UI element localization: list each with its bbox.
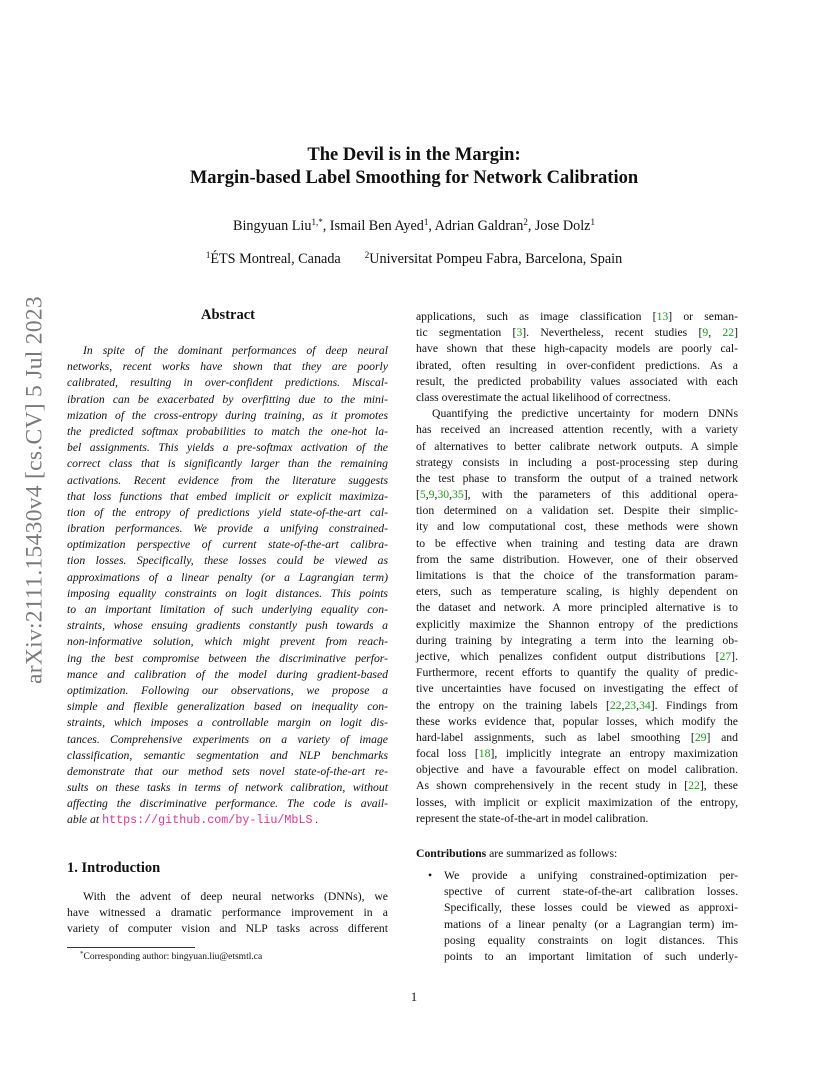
footnote-rule bbox=[67, 947, 195, 948]
footnote-text: Corresponding author: bingyuan.liu@etsmtl.ca bbox=[83, 952, 263, 962]
abstract-line: mization of the cross-entropy during training, as it promotes bbox=[67, 408, 388, 422]
abstract-line: that loss functions that embed implicit or explicit maximiza- bbox=[67, 489, 388, 503]
abstract-line: straints, which imposes a controllable margin on logit dis- bbox=[67, 716, 388, 730]
body-line: ity and low computational cost, these methods were shown bbox=[416, 520, 738, 534]
abstract-line: mance and calibration of the model during gradient-based bbox=[67, 667, 388, 681]
body-line bbox=[416, 730, 738, 746]
citation-link[interactable]: 9 bbox=[428, 488, 435, 502]
abstract-line: ibration can be exacerbated by overfitting due to the mini- bbox=[67, 392, 388, 406]
body-line: losses, with implicit or explicit maximization of the entropy, bbox=[416, 795, 738, 809]
body-line: tion determined on a validation set. Despite their simplic- bbox=[416, 504, 738, 518]
citation-link[interactable]: 35 bbox=[452, 488, 464, 502]
body-line: strategy consists in including a post-processing step during bbox=[416, 455, 738, 469]
text: applications, such as image classification [ bbox=[416, 310, 657, 323]
citation-link[interactable]: 9 bbox=[702, 326, 709, 340]
body-line: class overestimate the actual likelihood of correctness. bbox=[416, 390, 671, 404]
body-line: from the same distribution. However, one of their observed bbox=[416, 552, 738, 566]
abstract-line: calibrated, resulting in over-confident predictions. Miscal- bbox=[67, 376, 388, 390]
author-list: Bingyuan Liu$^{1,*}$, Ismail Ben Ayed$^1$, Adrian Galdran$^2$, Jose Dolz$^1$ bbox=[233, 217, 595, 234]
body-line: has received an increased attention recently, with a variety bbox=[416, 423, 738, 437]
contributions-list bbox=[430, 868, 738, 965]
abstract-line: straints, whose ensuing gradients constantly push towards a bbox=[67, 619, 388, 633]
author-name: Bingyuan Liu bbox=[233, 218, 312, 234]
body-line: Furthermore, recent efforts to quantify the quality of predic- bbox=[416, 666, 738, 680]
body-line bbox=[416, 309, 738, 325]
text: focal loss [ bbox=[416, 747, 479, 761]
author-mark: 2 bbox=[523, 217, 528, 227]
abstract-line: the predicted softmax probabilities to match the one-hot la- bbox=[67, 424, 388, 438]
abstract-line: classification, semantic segmentation and NLP benchmarks bbox=[67, 748, 388, 762]
title-line-2: Margin-based Label Smoothing for Network Calibration bbox=[189, 168, 639, 188]
right-column-body bbox=[416, 309, 738, 827]
abstract-heading: Abstract bbox=[201, 307, 255, 323]
body-line: during training by integrating a term into the learning ob- bbox=[416, 633, 738, 647]
text: hard-label assignments, such as label smoothing [ bbox=[416, 730, 695, 744]
text: ]. bbox=[731, 649, 738, 663]
body-line: the test phase to transform the output of a trained network bbox=[416, 471, 738, 485]
abstract-line: bel assignments. This yields a pre-softmax activation of the bbox=[67, 441, 388, 455]
abstract-line: optimization. Following our observations, we propose a bbox=[67, 683, 388, 697]
section-heading-introduction: 1. Introduction bbox=[67, 860, 161, 876]
abstract-line: non-informative solution, which might prevent from reach- bbox=[67, 635, 388, 649]
abstract-line: imposing equality constraints on logit distances. This points bbox=[67, 586, 388, 600]
abstract-line: affecting the discriminative performance. The code is avail- bbox=[67, 797, 388, 811]
body-line bbox=[416, 846, 738, 862]
author-mark: 1 bbox=[590, 217, 595, 227]
title-line-1: The Devil is in the Margin: bbox=[307, 145, 521, 165]
citation-link[interactable]: 22 bbox=[722, 326, 735, 340]
citation-link[interactable]: 30 bbox=[437, 488, 450, 502]
text: ], with the parameters of this additional opera- bbox=[463, 488, 738, 502]
bullet-icon: • bbox=[428, 869, 433, 882]
text: ], implicitly integrate an entropy maximization bbox=[490, 747, 738, 761]
footnote-mark: * bbox=[80, 950, 84, 958]
abstract-line: simple and flexible generalization based on inequality con- bbox=[67, 700, 388, 714]
abstract-line: to an important limitation of such underlying equality con- bbox=[67, 603, 388, 616]
citation-link[interactable]: 27 bbox=[719, 649, 732, 663]
text: [ bbox=[416, 488, 420, 502]
citation-link[interactable]: 22 bbox=[688, 779, 700, 793]
body-line: Quantifying the predictive uncertainty for modern DNNs bbox=[432, 407, 738, 421]
body-line bbox=[416, 746, 738, 762]
citation-link[interactable]: 34 bbox=[639, 698, 651, 712]
citation-link[interactable]: 23 bbox=[624, 698, 637, 712]
text: are summarized as follows: bbox=[486, 847, 618, 860]
paper-title bbox=[0, 144, 828, 190]
abstract-line: approximations of a linear penalty (or a Lagrangian term) bbox=[67, 570, 388, 584]
author-mark: 1,* bbox=[311, 217, 323, 227]
citation-link[interactable]: 3 bbox=[516, 326, 523, 340]
text: tic segmentation [ bbox=[416, 326, 517, 340]
citation-link[interactable]: 13 bbox=[656, 310, 669, 323]
body-line bbox=[416, 649, 738, 665]
abstract-line: sults on these tasks in terms of network calibration, without bbox=[67, 781, 388, 795]
body-line: the dataset and network. A more principled alternative is to bbox=[416, 601, 738, 615]
body-line: eters, such as temperature scaling, is highly dependent on bbox=[416, 585, 738, 599]
abstract-body bbox=[67, 343, 388, 829]
affiliation-list bbox=[0, 251, 828, 268]
abstract-line: ibration performances. We provide a unifying constrained- bbox=[67, 522, 388, 536]
text: jective, which penalizes confident output distributions [ bbox=[416, 649, 720, 663]
body-line: these works evidence that, popular losses, which modify the bbox=[416, 714, 738, 728]
abstract-line-text: . bbox=[312, 813, 319, 827]
abstract-line: correct class that is significantly larger than the remaining bbox=[67, 457, 388, 471]
body-line: the entropy on the training labels [22,23,34]. Findings from bbox=[416, 698, 738, 712]
arxiv-identifier-text: arXiv:2111.15430v4 [cs.CV] 5 Jul 2023 bbox=[21, 296, 48, 684]
abstract-line: tances. Comprehensive experiments on a variety of image bbox=[67, 732, 388, 746]
introduction-body bbox=[67, 889, 388, 938]
text: the entropy on the training labels [ bbox=[416, 698, 610, 712]
abstract-line: tion of the entropy of predictions yield state-of-the-art cal- bbox=[67, 505, 388, 519]
body-line: of alternatives to better calibrate network outputs. A simple bbox=[416, 439, 738, 453]
affiliation-mark: 1 bbox=[205, 250, 211, 260]
body-line: posing equality constraints on logit distances. This bbox=[444, 933, 738, 947]
arxiv-identifier bbox=[20, 296, 50, 684]
body-line: limitations is that the choice of the transformation param- bbox=[416, 569, 738, 582]
body-line: Specifically, these losses could be viewed as approxi- bbox=[444, 901, 738, 915]
affiliation-mark: 2 bbox=[364, 250, 370, 260]
abstract-line-text: able at bbox=[67, 813, 103, 827]
body-line: [5,9,30,35], with the parameters of this additional opera- bbox=[416, 488, 738, 502]
abstract-line: ing the best compromise between the discriminative perfor- bbox=[67, 651, 388, 665]
author-name: Ismail Ben Ayed bbox=[329, 218, 424, 234]
code-url-link[interactable]: https://github.com/by-liu/MbLS bbox=[102, 813, 313, 828]
author-mark: 1 bbox=[423, 217, 429, 227]
intro-line: have witnessed a dramatic performance improvement in a bbox=[67, 906, 388, 920]
citation-link[interactable]: 22 bbox=[609, 698, 622, 712]
contributions-intro bbox=[416, 846, 738, 862]
affiliation-name: ÉTS Montreal, Canada bbox=[210, 251, 341, 267]
intro-line: With the advent of deep neural networks (DNNs), we bbox=[83, 890, 388, 903]
author-name: Jose Dolz bbox=[534, 218, 591, 234]
footnote bbox=[80, 952, 262, 962]
text: ] bbox=[734, 326, 739, 340]
body-line: points to an important limitation of such underly- bbox=[444, 949, 738, 963]
abstract-line: tion losses. Specifically, these losses could be viewed as bbox=[67, 554, 388, 568]
body-line: mations of a linear penalty (or a Lagrangian term) im- bbox=[444, 917, 738, 931]
contributions-label: Contributions bbox=[416, 847, 487, 860]
page-number: 1 bbox=[410, 990, 418, 1004]
list-item bbox=[444, 868, 738, 965]
author-name: Adrian Galdran bbox=[434, 218, 524, 234]
body-line: result, the predicted probability values associated with each bbox=[416, 374, 738, 388]
text: As shown comprehensively in the recent study in [ bbox=[416, 779, 689, 793]
text: , bbox=[708, 326, 723, 340]
text: ]. Findings from bbox=[650, 698, 738, 712]
body-line: tive uncertainties have focused on investigating the effect of bbox=[416, 682, 738, 696]
citation-link[interactable]: 5 bbox=[419, 488, 426, 502]
body-line bbox=[416, 325, 738, 341]
body-line bbox=[416, 778, 738, 794]
abstract-line bbox=[67, 812, 388, 828]
affiliation-name: Universitat Pompeu Fabra, Barcelona, Spain bbox=[369, 251, 623, 267]
body-line: have shown that these high-capacity models are poorly cal- bbox=[416, 342, 738, 356]
body-line: ibrated, often resulting in over-confident predictions. As a bbox=[416, 358, 738, 372]
citation-link[interactable]: 18 bbox=[478, 747, 491, 761]
text: ], these bbox=[699, 779, 738, 793]
text: ]. Nevertheless, recent studies [ bbox=[522, 326, 703, 340]
abstract-line: networks, recent works have shown that they are poorly bbox=[67, 360, 388, 374]
abstract-line: optimization perspective of current state-of-the-art calibra- bbox=[67, 538, 388, 552]
text: ] and bbox=[706, 730, 738, 744]
body-line: to be effective when training and testing data are drawn bbox=[416, 536, 738, 550]
body-line: We provide a unifying constrained-optimization per- bbox=[444, 869, 738, 882]
text: ] or seman- bbox=[668, 310, 738, 323]
abstract-line: activations. Recent evidence from the literature suggests bbox=[67, 473, 388, 487]
abstract-line: In spite of the dominant performances of deep neural bbox=[83, 344, 388, 357]
intro-line: variety of computer vision and NLP tasks across different bbox=[67, 922, 388, 936]
body-line: represent the state-of-the-art in model calibration. bbox=[416, 811, 649, 825]
body-line: explicitly maximize the Shannon entropy of the predictions bbox=[416, 617, 738, 631]
body-line: spective of current state-of-the-art calibration losses. bbox=[444, 885, 738, 899]
body-line: objective and have a favourable effect on model calibration. bbox=[416, 763, 738, 777]
abstract-line: demonstrate that our method sets novel state-of-the-art re- bbox=[67, 764, 388, 778]
citation-link[interactable]: 29 bbox=[694, 730, 707, 744]
